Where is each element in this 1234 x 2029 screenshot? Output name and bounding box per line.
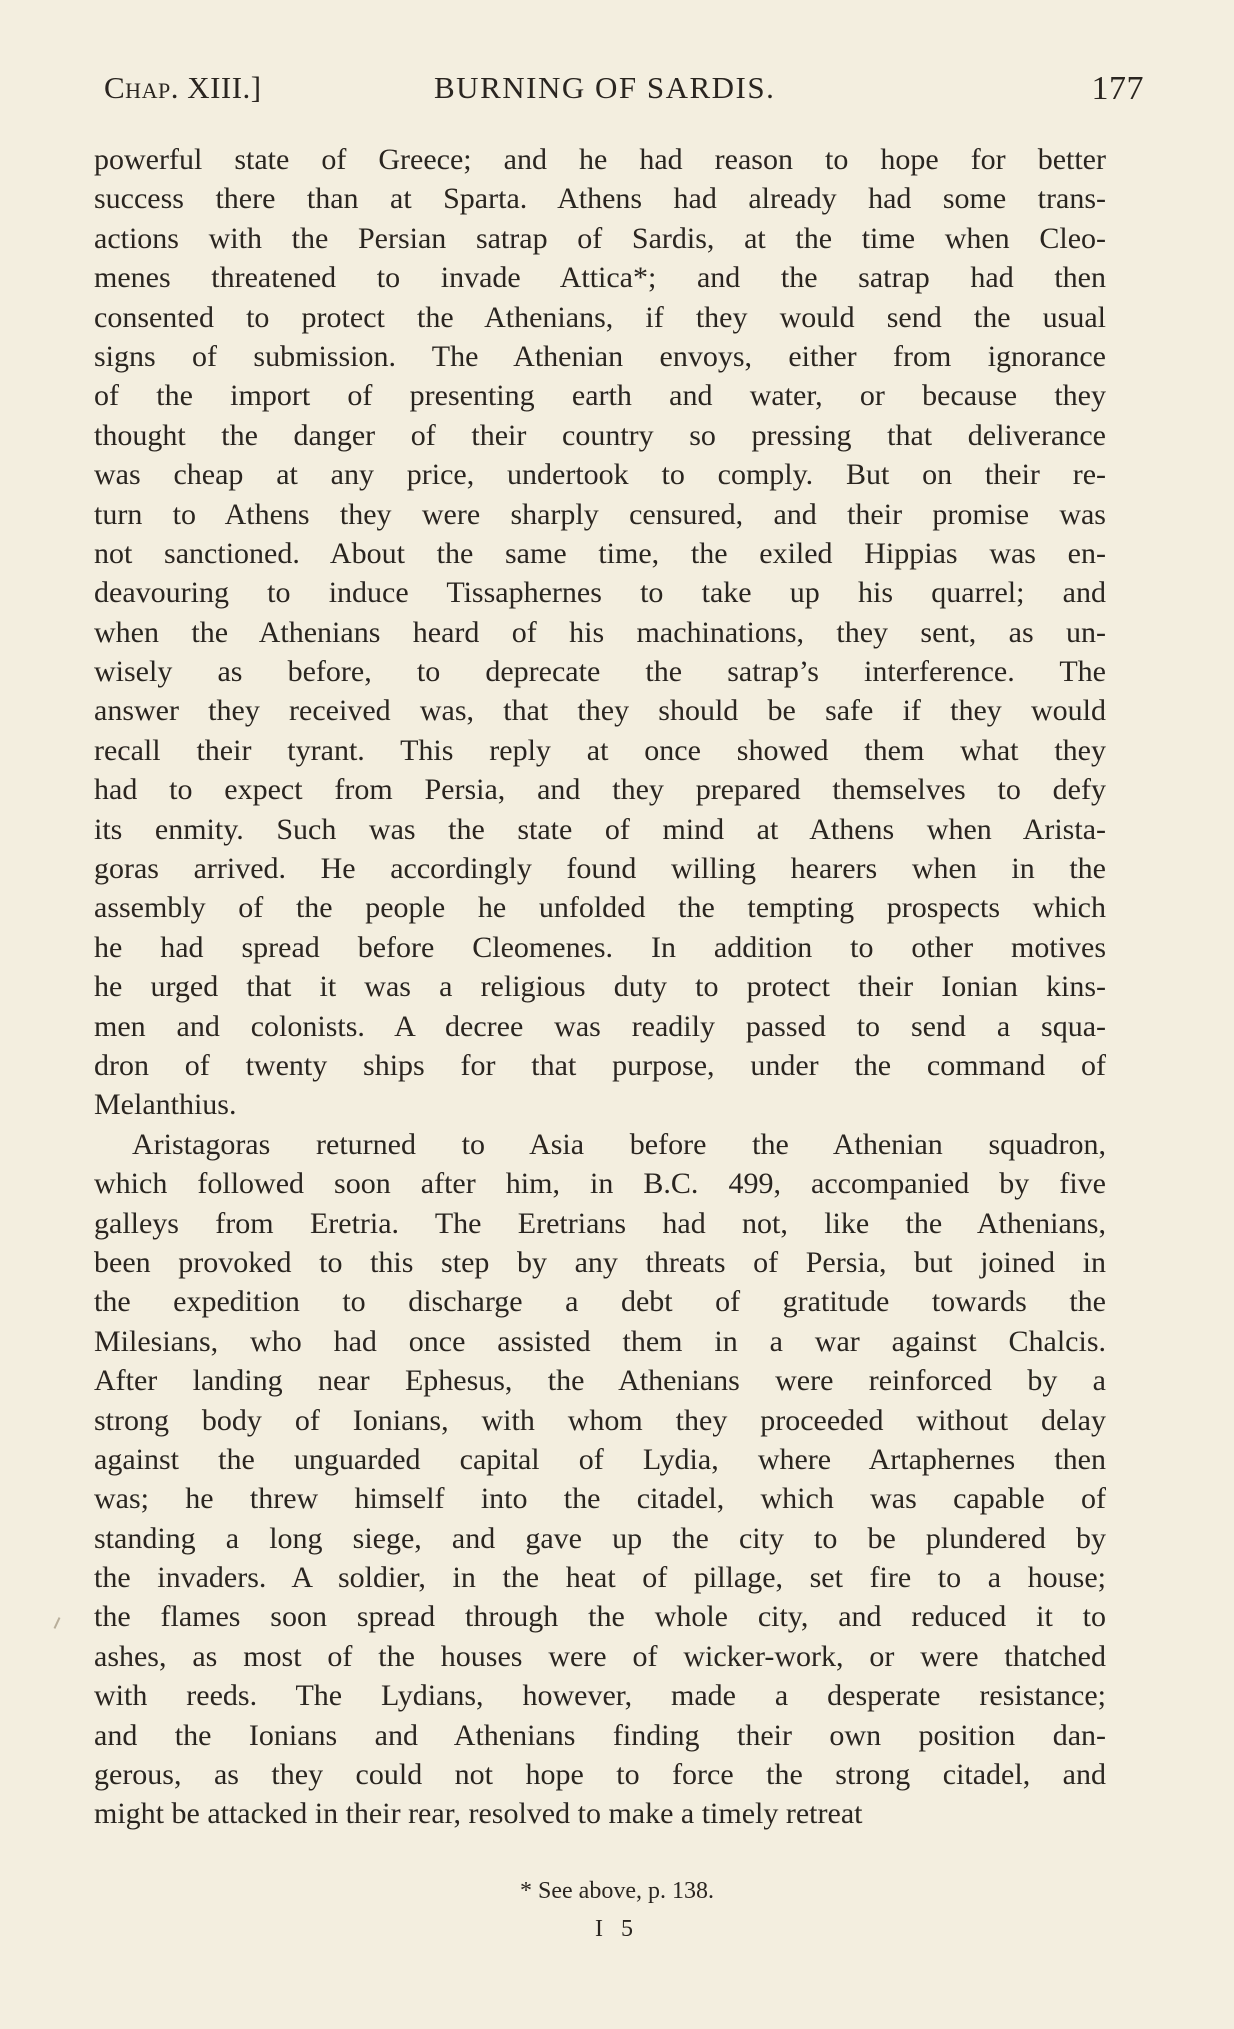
body-text xyxy=(94,140,1106,1834)
pencil-mark xyxy=(54,1617,61,1629)
text-line: success there than at Sparta. Athens had already had some trans- xyxy=(94,182,1106,216)
text-line: was; he threw himself into the citadel, which was capable of xyxy=(94,1482,1106,1516)
text-line: ashes, as most of the houses were of wicker-work, or were thatched xyxy=(94,1639,1106,1673)
printer-signature: I 5 xyxy=(595,1916,639,1942)
text-line: wisely as before, to deprecate the satrap’s interference. The xyxy=(94,655,1106,689)
running-title: BURNING OF SARDIS. xyxy=(434,70,776,105)
text-line: deavouring to induce Tissaphernes to take up his quarrel; and xyxy=(94,576,1106,610)
text-line: gerous, as they could not hope to force the strong citadel, and xyxy=(94,1758,1106,1792)
text-line: and the Ionians and Athenians finding their own position dan- xyxy=(94,1718,1106,1752)
text-line: the flames soon spread through the whole city, and reduced it to xyxy=(94,1600,1106,1634)
text-line: powerful state of Greece; and he had reason to hope for better xyxy=(94,143,1106,176)
text-line: of the import of presenting earth and water, or because they xyxy=(94,379,1106,413)
text-line: its enmity. Such was the state of mind at Athens when Arista- xyxy=(94,812,1106,846)
text-line: galleys from Eretria. The Eretrians had not, like the Athenians, xyxy=(94,1206,1106,1240)
running-head xyxy=(104,70,1144,114)
text-line: Milesians, who had once assisted them in a war against Chalcis. xyxy=(94,1324,1106,1358)
footnote: * See above, p. 138. xyxy=(520,1878,714,1904)
text-line: was cheap at any price, undertook to comply. But on their re- xyxy=(94,458,1106,492)
text-line: Aristagoras returned to Asia before the Athenian squadron, xyxy=(132,1127,1106,1161)
paragraph xyxy=(94,1125,1106,1834)
text-line: might be attacked in their rear, resolved to make a timely retreat xyxy=(94,1797,863,1831)
text-line: answer they received was, that they should be safe if they would xyxy=(94,694,1106,728)
text-line: Melanthius. xyxy=(94,1088,237,1122)
page-number: 177 xyxy=(1091,70,1144,107)
text-line: men and colonists. A decree was readily passed to send a squa- xyxy=(94,1009,1106,1043)
text-line: when the Athenians heard of his machinations, they sent, as un- xyxy=(94,615,1106,649)
text-line: he urged that it was a religious duty to protect their Ionian kins- xyxy=(94,970,1106,1004)
text-line: the invaders. A soldier, in the heat of pillage, set fire to a house; xyxy=(94,1561,1106,1595)
text-line: signs of submission. The Athenian envoys, either from ignorance xyxy=(94,339,1106,373)
text-line: standing a long siege, and gave up the city to be plundered by xyxy=(94,1521,1106,1555)
text-line: been provoked to this step by any threats of Persia, but joined in xyxy=(94,1245,1106,1279)
paragraph xyxy=(94,140,1106,1125)
text-line: actions with the Persian satrap of Sardis, at the time when Cleo- xyxy=(94,221,1106,255)
text-line: turn to Athens they were sharply censured, and their promise was xyxy=(94,497,1106,531)
text-line: strong body of Ionians, with whom they proceeded without delay xyxy=(94,1403,1106,1437)
text-line: the expedition to discharge a debt of gratitude towards the xyxy=(94,1285,1106,1319)
chapter-label: Chap. XIII.] xyxy=(104,70,262,105)
text-line: goras arrived. He accordingly found willing hearers when in the xyxy=(94,852,1106,886)
text-line: he had spread before Cleomenes. In addition to other motives xyxy=(94,930,1106,964)
text-line: thought the danger of their country so pressing that deliverance xyxy=(94,418,1106,452)
text-line: with reeds. The Lydians, however, made a desperate resistance; xyxy=(94,1679,1106,1713)
text-line: against the unguarded capital of Lydia, where Artaphernes then xyxy=(94,1442,1106,1476)
text-line: which followed soon after him, in B.C. 499, accompanied by five xyxy=(94,1167,1106,1201)
text-line: After landing near Ephesus, the Athenians were reinforced by a xyxy=(94,1364,1106,1398)
text-line: dron of twenty ships for that purpose, under the command of xyxy=(94,1048,1106,1082)
text-line: consented to protect the Athenians, if they would send the usual xyxy=(94,300,1106,334)
text-line: had to expect from Persia, and they prepared themselves to defy xyxy=(94,773,1106,807)
text-line: not sanctioned. About the same time, the exiled Hippias was en- xyxy=(94,536,1106,570)
text-line: menes threatened to invade Attica*; and the satrap had then xyxy=(94,261,1106,295)
text-line: assembly of the people he unfolded the tempting prospects which xyxy=(94,891,1106,925)
text-line: recall their tyrant. This reply at once showed them what they xyxy=(94,733,1106,767)
